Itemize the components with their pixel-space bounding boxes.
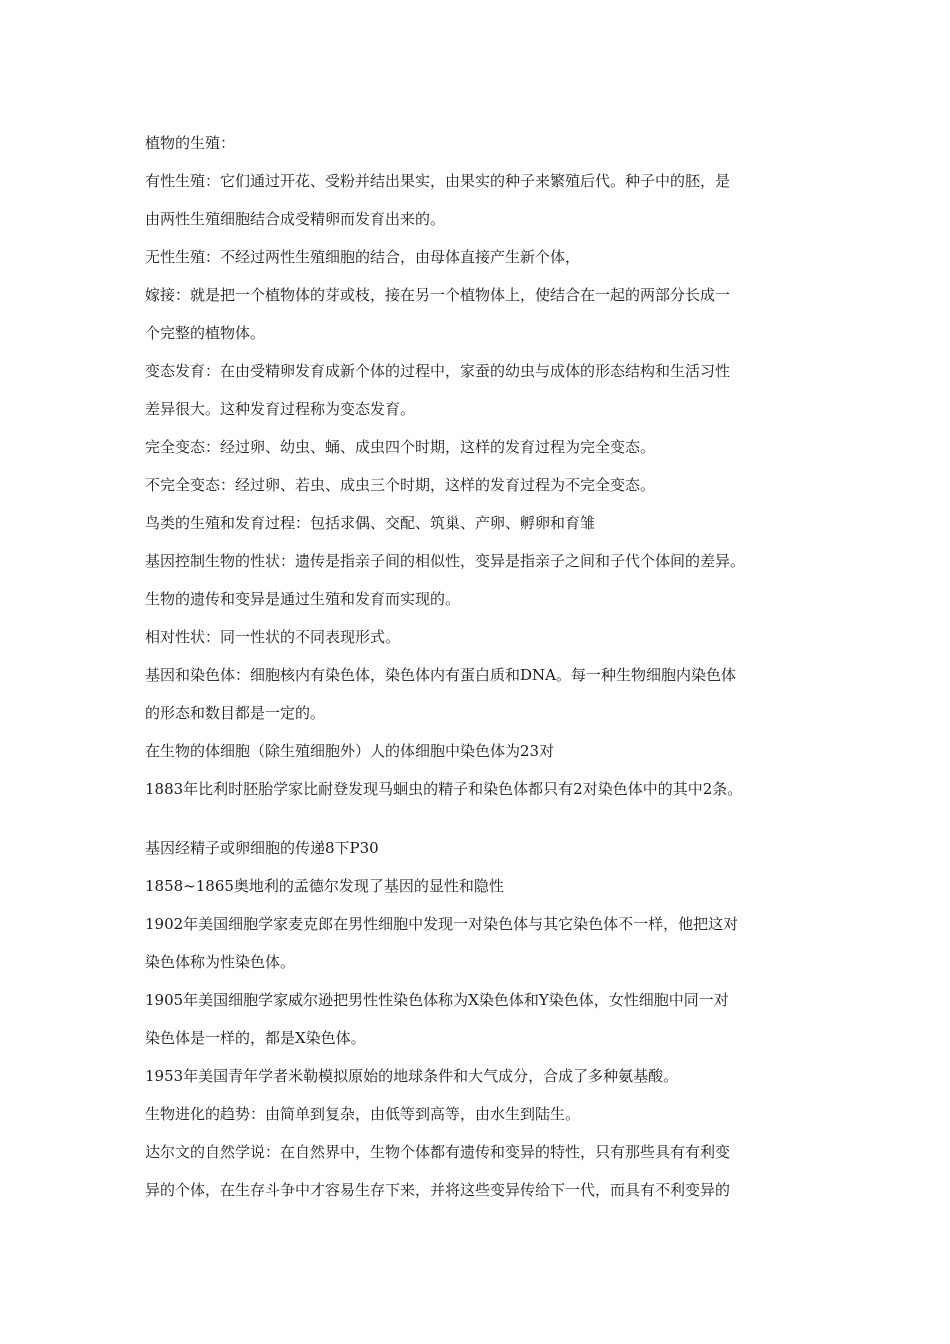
text-line: 有性生殖：它们通过开花、受粉并结出果实，由果实的种子来繁殖后代。种子中的胚，是 <box>145 172 731 190</box>
text-line: 生物进化的趋势：由简单到复杂，由低等到高等，由水生到陆生。 <box>145 1105 581 1123</box>
text-line: 由两性生殖细胞结合成受精卵而发育出来的。 <box>145 210 446 228</box>
text-line: 差异很大。这种发育过程称为变态发育。 <box>145 400 416 418</box>
text-line: 达尔文的自然学说：在自然界中，生物个体都有遗传和变异的特性，只有那些具有有利变 <box>145 1143 731 1161</box>
document-body <box>145 124 815 1209</box>
text-line: 在生物的体细胞（除生殖细胞外）人的体细胞中染色体为23对 <box>145 742 555 760</box>
text-line: 个完整的植物体。 <box>145 324 266 342</box>
paragraph-gap <box>145 808 815 829</box>
text-line: 基因和染色体：细胞核内有染色体，染色体内有蛋白质和DNA。每一种生物细胞内染色体 <box>145 666 736 684</box>
text-line: 1858~1865奥地利的孟德尔发现了基因的显性和隐性 <box>145 877 504 895</box>
text-line: 完全变态：经过卵、幼虫、蛹、成虫四个时期，这样的发育过程为完全变态。 <box>145 438 656 456</box>
text-line: 生物的遗传和变异是通过生殖和发育而实现的。 <box>145 590 461 608</box>
text-line: 1883年比利时胚胎学家比耐登发现马蛔虫的精子和染色体都只有2对染色体中的其中2条。 <box>145 780 743 798</box>
text-line: 异的个体，在生存斗争中才容易生存下来，并将这些变异传给下一代，而具有不利变异的 <box>145 1181 731 1199</box>
text-line: 相对性状：同一性状的不同表现形式。 <box>145 628 401 646</box>
text-line: 基因控制生物的性状：遗传是指亲子间的相似性，变异是指亲子之间和子代个体间的差异。 <box>145 552 746 570</box>
text-line: 染色体是一样的，都是X染色体。 <box>145 1029 366 1047</box>
text-line: 植物的生殖： <box>145 134 236 152</box>
text-line: 1902年美国细胞学家麦克郎在男性细胞中发现一对染色体与其它染色体不一样，他把这对 <box>145 915 739 933</box>
text-line: 染色体称为性染色体。 <box>145 953 296 971</box>
text-line: 1953年美国青年学者米勒模拟原始的地球条件和大气成分，合成了多种氨基酸。 <box>145 1067 679 1085</box>
text-line: 基因经精子或卵细胞的传递8下P30 <box>145 839 379 857</box>
text-line: 变态发育：在由受精卵发育成新个体的过程中，家蚕的幼虫与成体的形态结构和生活习性 <box>145 362 731 380</box>
text-line: 嫁接：就是把一个植物体的芽或枝，接在另一个植物体上，使结合在一起的两部分长成一 <box>145 286 731 304</box>
text-line: 鸟类的生殖和发育过程：包括求偶、交配、筑巢、产卵、孵卵和育雏 <box>145 514 596 532</box>
text-line: 的形态和数目都是一定的。 <box>145 704 326 722</box>
text-line: 1905年美国细胞学家威尔逊把男性性染色体称为X染色体和Y染色体，女性细胞中同一对 <box>145 991 729 1009</box>
text-line: 不完全变态：经过卵、若虫、成虫三个时期，这样的发育过程为不完全变态。 <box>145 476 656 494</box>
text-line: 无性生殖：不经过两性生殖细胞的结合，由母体直接产生新个体， <box>145 248 581 266</box>
